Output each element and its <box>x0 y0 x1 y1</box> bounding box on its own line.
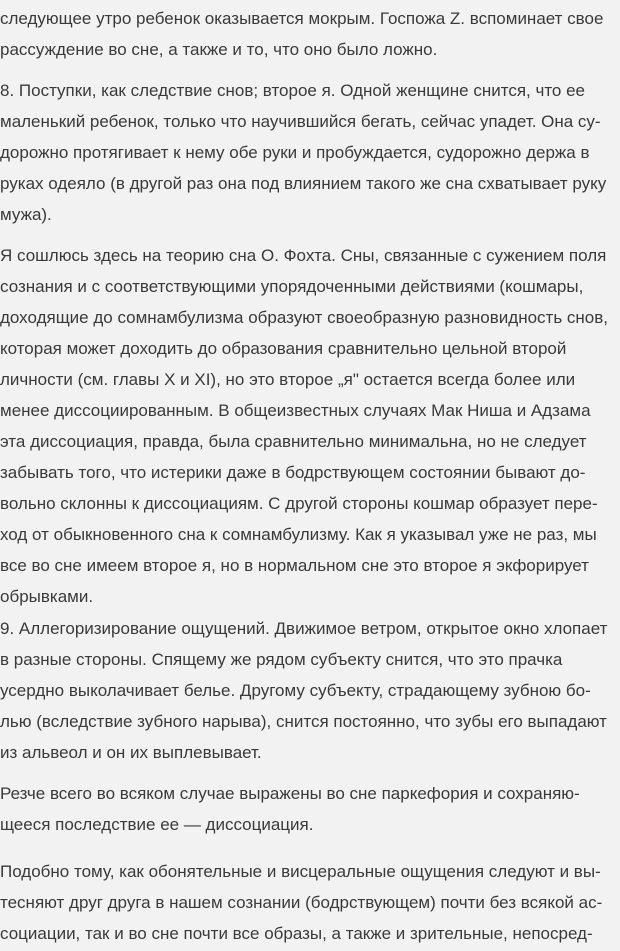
text-line: 9. Аллегоризирование ощущений. Движимое ветром, открытое окно хлопает <box>0 619 608 638</box>
text-line: маленький ребенок, только что научившийся бегать, сейчас упадет. Она су- <box>0 112 601 131</box>
text-line: все во сне имеем второе я, но в нормальном сне это второе я экфорирует <box>0 556 589 575</box>
text-line: дорожно протягивает к нему обе руки и пробуждается, судорожно держа в <box>0 143 590 162</box>
text-line: щееся последствие ее — диссоциация. <box>0 815 314 834</box>
text-line: забывать того, что истерики даже в бодрствующем состоянии бывают до- <box>0 463 586 482</box>
text-line: эта диссоциация, правда, была сравнительно минимальна, но не следует <box>0 432 587 451</box>
paragraph <box>0 240 620 612</box>
text-line: которая может доходить до образования сравнительно цельной второй <box>0 339 567 358</box>
text-line: личности (см. главы X и XI), но это второе „я" остается всегда более или <box>0 370 576 389</box>
paragraph <box>0 3 620 65</box>
paragraph <box>0 778 620 840</box>
text-line: усердно выколачивает белье. Другому субъекту, страдающему зубною бо- <box>0 681 591 700</box>
text-line: из альвеол и он их выплевывает. <box>0 743 262 762</box>
text-line: вольно склонны к диссоциациям. С другой стороны кошмар образует пере- <box>0 494 598 513</box>
paragraph <box>0 613 620 768</box>
text-line: 8. Поступки, как следствие снов; второе я. Одной женщине снится, что ее <box>0 81 586 100</box>
text-line: тесняют друг друга в нашем сознании (бодрствующем) почти без всякой ас- <box>0 893 603 912</box>
text-line: сознания и с соответствующими упорядоченными действиями (кошмары, <box>0 277 584 296</box>
paragraph <box>0 856 620 949</box>
text-line: лью (вследствие зубного нарыва), снится постоянно, что зубы его выпадают <box>0 712 607 731</box>
paragraph <box>0 75 620 230</box>
text-line: Резче всего во всяком случае выражены во сне паркефория и сохраняю- <box>0 784 580 803</box>
text-line: Я сошлюсь здесь на теорию сна О. Фохта. Сны, связанные с сужением поля <box>0 246 607 265</box>
text-line: в разные стороны. Спящему же рядом субъекту снится, что это прачка <box>0 650 563 669</box>
text-line: менее диссоциированным. В общеизвестных случаях Мак Ниша и Адзама <box>0 401 591 420</box>
text-line: рассуждение во сне, а также и то, что оно было ложно. <box>0 40 438 59</box>
text-line: ход от обыкновенного сна к сомнамбулизму. Как я указывал уже не раз, мы <box>0 525 597 544</box>
text-line: доходящие до сомнамбулизма образуют своеобразную разновидность снов, <box>0 308 609 327</box>
text-line: обрывками. <box>0 587 94 606</box>
text-line: социации, так и во сне почти все образы, а также и зрительные, непосред- <box>0 924 593 943</box>
text-line: мужа). <box>0 205 52 224</box>
text-line: руках одеяло (в другой раз она под влиянием такого же сна схватывает руку <box>0 174 607 193</box>
text-line: следующее утро ребенок оказывается мокрым. Госпожа Z. вспоминает свое <box>0 9 604 28</box>
text-line: Подобно тому, как обонятельные и висцеральные ощущения следуют и вы- <box>0 862 601 881</box>
